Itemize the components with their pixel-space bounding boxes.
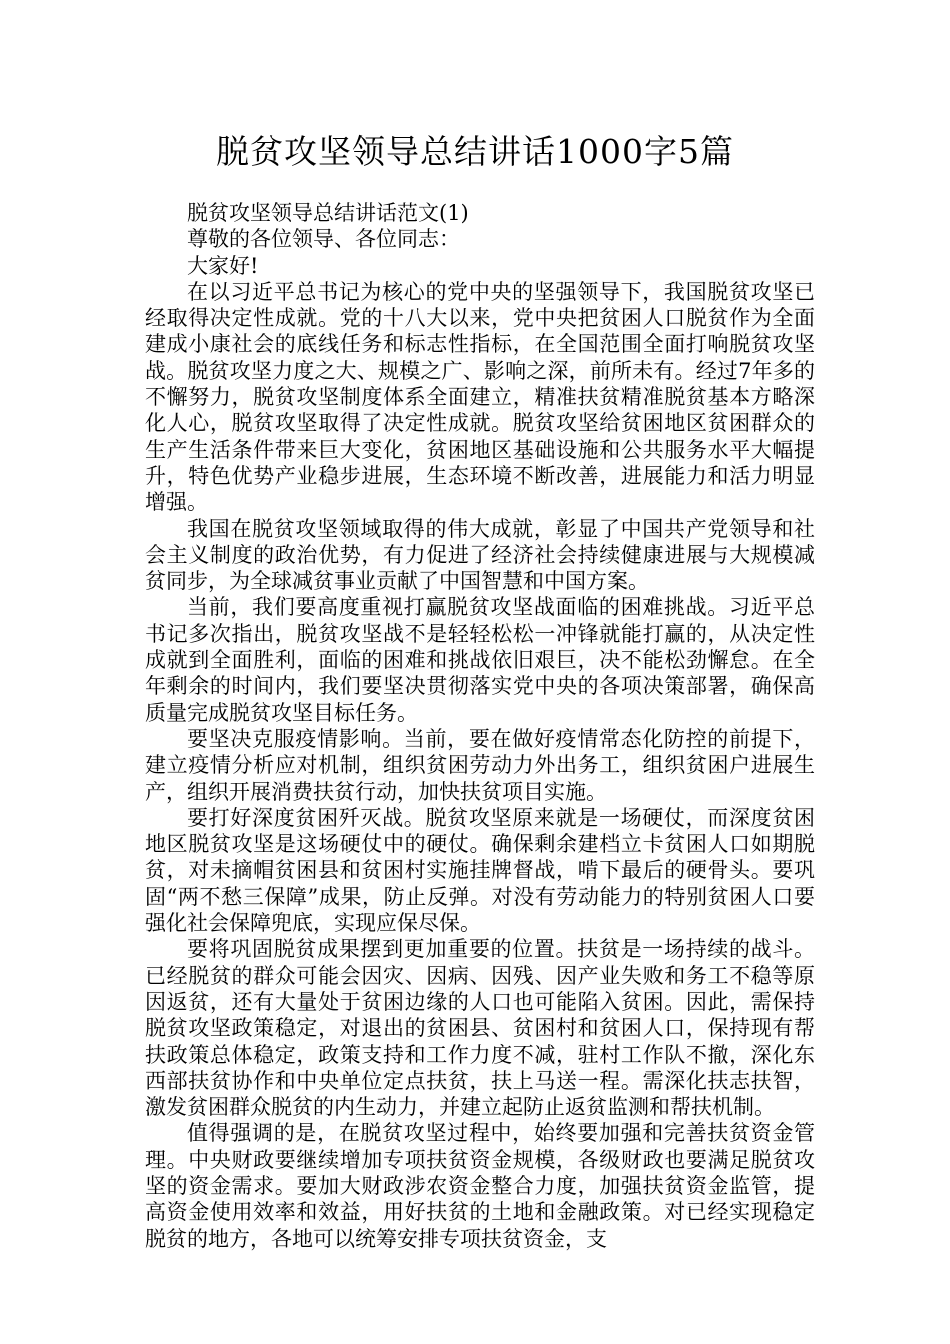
paragraph-subtitle: 脱贫攻坚领导总结讲话范文(1)	[187, 201, 469, 225]
paragraph: 要坚决克服疫情影响。当前，要在做好疫情常态化防控的前提下，建立疫情分析应对机制，组织贫困劳动力外出务工，组织贫困户进展生产，组织开展消费扶贫行动，加快扶贫项目实施。	[145, 726, 815, 804]
paragraph: 我国在脱贫攻坚领域取得的伟大成就，彰显了中国共产党领导和社会主义制度的政治优势，有力促进了经济社会持续健康进展与大规模减贫同步，为全球减贫事业贡献了中国智慧和中国方案。	[145, 516, 815, 594]
document-title: 脱贫攻坚领导总结讲话1000字5篇	[216, 132, 734, 171]
paragraph: 当前，我们要高度重视打赢脱贫攻坚战面临的困难挑战。习近平总书记多次指出，脱贫攻坚战不是轻轻松松一冲锋就能打赢的，从决定性成就到全面胜利，面临的困难和挑战依旧艰巨，决不能松劲懈怠。在全年剩余的时间内，我们要坚决贯彻落实党中央的各项决策部署，确保高质量完成脱贫攻坚目标任务。	[145, 595, 815, 725]
paragraph: 值得强调的是，在脱贫攻坚过程中，始终要加强和完善扶贫资金管理。中央财政要继续增加专项扶贫资金规模，各级财政也要满足脱贫攻坚的资金需求。要加大财政涉农资金整合力度，加强扶贫资金监管，提高资金使用效率和效益，用好扶贫的土地和金融政策。对已经实现稳定脱贫的地方，各地可以统筹安排专项扶贫资金，支	[145, 1121, 815, 1251]
paragraph-greeting: 大家好!	[187, 253, 259, 278]
paragraph: 要打好深度贫困歼灭战。脱贫攻坚原来就是一场硬仗，而深度贫困地区脱贫攻坚是这场硬仗中的硬仗。确保剩余建档立卡贫困人口如期脱贫，对未摘帽贫困县和贫困村实施挂牌督战，啃下最后的硬骨头。要巩固“两不愁三保障”成果，防止反弹。对没有劳动能力的特别贫困人口要强化社会保障兜底，实现应保尽保。	[145, 805, 815, 936]
paragraph: 要将巩固脱贫成果摆到更加重要的位置。扶贫是一场持续的战斗。已经脱贫的群众可能会因灾、因病、因残、因产业失败和务工不稳等原因返贫，还有大量处于贫困边缘的人口也可能陷入贫困。因此，需保持脱贫攻坚政策稳定，对退出的贫困县、贫困村和贫困人口，保持现有帮扶政策总体稳定，政策支持和工作力度不减，驻村工作队不撤，深化东西部扶贫协作和中央单位定点扶贫，扶上马送一程。需深化扶志扶智，激发贫困群众脱贫的内生动力，并建立起防止返贫监测和帮扶机制。	[145, 937, 815, 1120]
document-body	[145, 200, 815, 1252]
paragraph-salutation: 尊敬的各位领导、各位同志：	[187, 227, 460, 252]
paragraph: 在以习近平总书记为核心的党中央的坚强领导下，我国脱贫攻坚已经取得决定性成就。党的十八大以来，党中央把贫困人口脱贫作为全面建成小康社会的底线任务和标志性指标，在全国范围全面打响脱贫攻坚战。脱贫攻坚力度之大、规模之广、影响之深，前所未有。经过7年多的不懈努力，脱贫攻坚制度体系全面建立，精准扶贫精准脱贫基本方略深化人心，脱贫攻坚取得了决定性成就。脱贫攻坚给贫困地区贫困群众的生产生活条件带来巨大变化，贫困地区基础设施和公共服务水平大幅提升，特色优势产业稳步进展，生态环境不断改善，进展能力和活力明显增强。	[145, 279, 815, 515]
